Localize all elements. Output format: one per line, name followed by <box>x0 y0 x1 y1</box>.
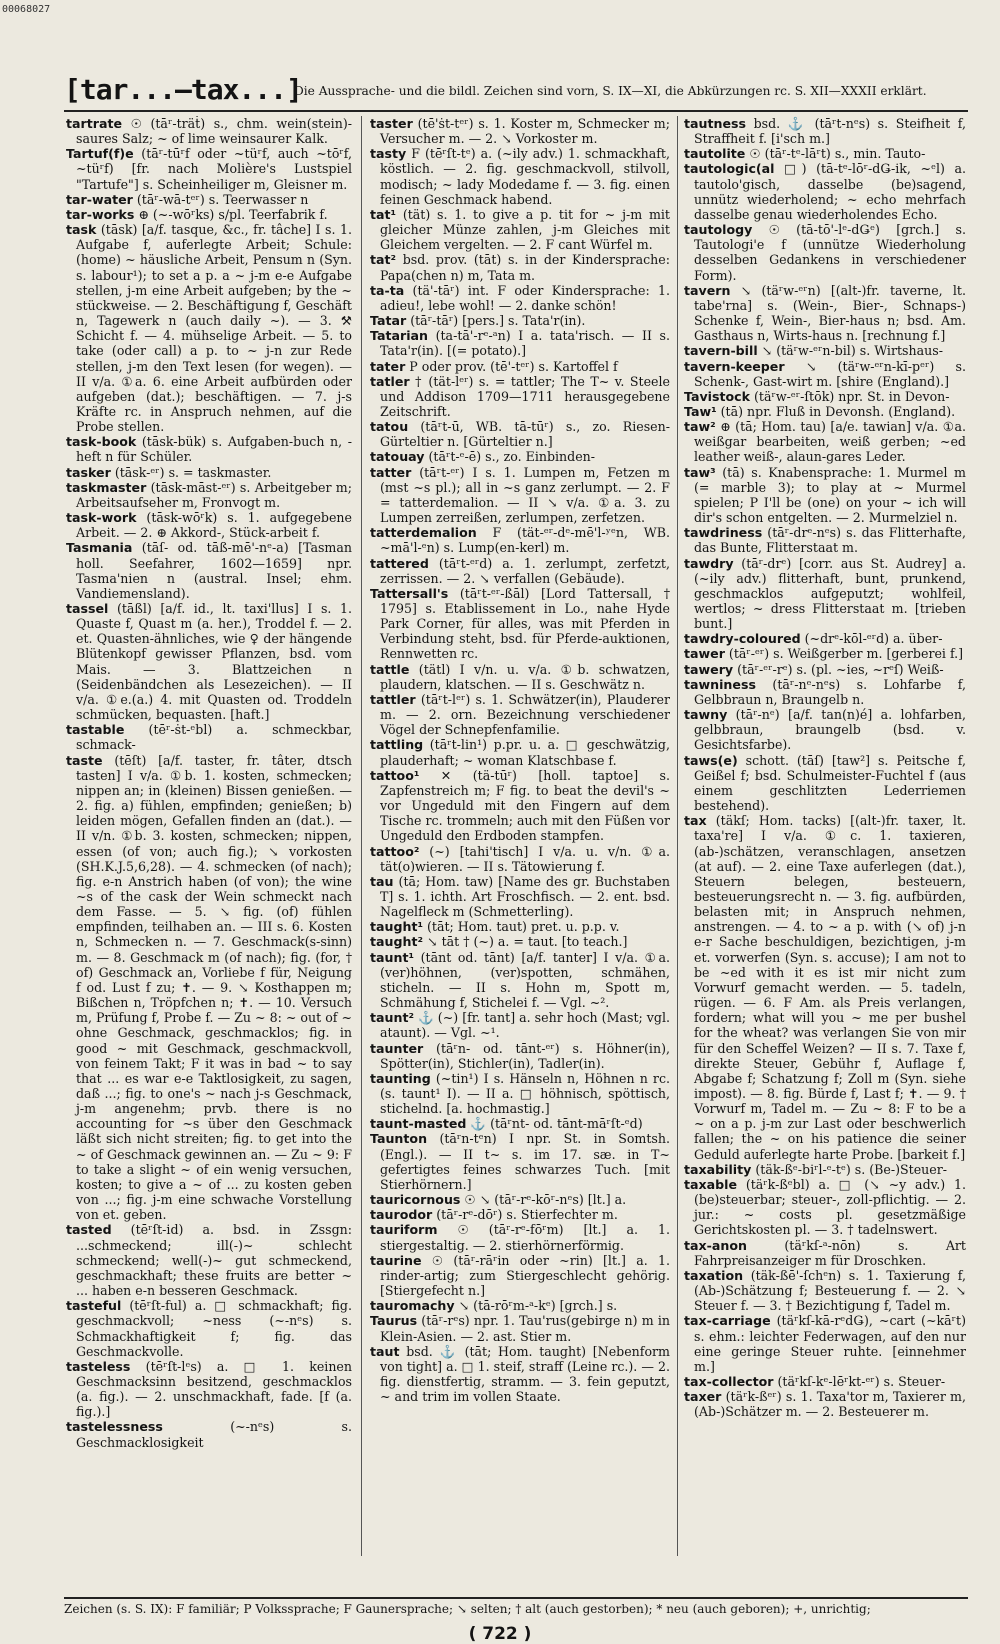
dictionary-entry <box>684 813 966 1162</box>
entry-definition: (täʳkſ-ᵃ-nōn) s. Art Fahrpreisanzeiger m für Droschken. <box>694 1237 966 1268</box>
dictionary-entry <box>370 1313 670 1343</box>
entry-headword: task <box>66 222 97 238</box>
entry-definition: ⊕ (tā; Hom. tau) [a/e. tawian] v/a. ①a. weißgar bearbeiten, weiß gerben; ~ed leather weiß-, alaun-gares Leder. <box>694 419 966 465</box>
dictionary-entry <box>684 707 966 752</box>
entry-headword: taxable <box>684 1176 738 1192</box>
entry-definition: (tāʳt-lin¹) p.pr. u. a. □ geschwätzig, plauderhaft; ~ woman Klatschbase f. <box>380 737 670 768</box>
entry-headword: tavern <box>684 282 731 298</box>
entry-headword: tasteful <box>66 1298 122 1314</box>
dictionary-entry <box>684 662 966 677</box>
entry-definition: (~drᵉ-kōl-ᵉʳd) a. über- <box>800 631 943 647</box>
entry-headword: Tavistock <box>684 388 750 404</box>
dictionary-entry <box>370 737 670 767</box>
entry-headword: tater <box>370 358 406 374</box>
dictionary-entry <box>684 1268 966 1313</box>
entry-headword: tasteless <box>66 1358 131 1374</box>
dictionary-entry <box>370 1344 670 1405</box>
entry-headword: tau <box>370 873 394 889</box>
entry-headword: tasty <box>370 146 407 162</box>
dictionary-entry <box>370 1298 670 1313</box>
entry-headword: tastelessness <box>66 1419 163 1435</box>
entry-definition: ↘ (tā-rōʳm-ᵃ-kᵉ) [grch.] s. <box>454 1298 618 1314</box>
dictionary-entry <box>370 768 670 844</box>
entry-headword: tattle <box>370 661 410 677</box>
dictionary-entry <box>370 1116 670 1131</box>
dictionary-entry <box>370 934 670 949</box>
entry-headword: tasker <box>66 464 111 480</box>
dictionary-entry <box>370 283 670 313</box>
entry-definition: (tā; Hom. taw) [Name des gr. Buchstaben T] s. 1. ichth. Art Froschfisch. — 2. ent. bsd. Nagelfleck m (Schmetterling). <box>380 873 670 920</box>
entry-definition: schott. (tāſ) [taw²] s. Peitsche f, Geißel f; bsd. Schulmeister-Fuchtel f (aus einem geschlitzten Lederriemen bestehend). <box>694 752 966 814</box>
entry-headword: tawdry <box>684 555 734 571</box>
entry-definition: (tāsk-ᵉʳ) s. = taskmaster. <box>110 464 272 480</box>
dictionary-entry <box>370 1041 670 1071</box>
entry-headword: tat² <box>370 252 397 268</box>
entry-headword: tattoo² <box>370 843 420 859</box>
dictionary-entry <box>684 222 966 283</box>
dictionary-entry <box>66 116 352 146</box>
entry-definition: (tāʳt-ᵉʳ) I s. 1. Lumpen m, Fetzen m (mst ~s pl.); all in ~s ganz zerlumpt. — 2. F = tatterdemalion. — II ↘ v/a. ①a. 3. zu Lumpen zerreißen, zerlumpen, zerfetzen. <box>380 464 670 526</box>
entry-headword: task-book <box>66 434 137 450</box>
entry-definition: P oder prov. (tē'-tᵉʳ) s. Kartoffel f <box>405 358 618 374</box>
entry-definition: † (tät-lᵉʳ) s. = tattler; The T~ v. Steele und Addison 1709—1711 herausgegebene Zeitschrift. <box>380 373 670 419</box>
entry-definition: (tāʳn- od. tānt-ᵉʳ) s. Höhner(in), Spötter(in), Stichler(in), Tadler(in). <box>380 1040 670 1071</box>
entry-headword: Taurus <box>370 1313 418 1329</box>
header-rule <box>64 110 968 112</box>
header-note: Die Aussprache- und die bildl. Zeichen sind vorn, S. IX—XI, die Abkürzungen rc. S. XII—XXXII erklärt. <box>294 84 927 98</box>
entry-headword: tavern-keeper <box>684 358 785 374</box>
entry-headword: tauricornous <box>370 1192 461 1208</box>
entry-definition: (tāʳt-lᵉʳ) s. 1. Schwätzer(in), Plauderer m. — 2. orn. Bezeichnung verschiedener Vögel der Schnepfenfamilie. <box>380 691 670 738</box>
entry-definition: (tēʳſt-ful) a. □ schmackhaft; fig. geschmackvoll; ~ness (~-nᵉs) s. Schmackhaftigkeit f; fig. das Geschmackvolle. <box>76 1298 352 1359</box>
entry-definition: (tāʳ-rᵉ-dōʳ) s. Stierfechter m. <box>432 1207 618 1223</box>
dictionary-entry <box>66 510 352 540</box>
dictionary-entry <box>66 722 352 752</box>
dictionary-entry <box>684 677 966 707</box>
entry-headword: tautness <box>684 116 747 131</box>
entry-headword: tautologic(al <box>684 161 775 177</box>
entry-headword: taunt² <box>370 1010 414 1026</box>
entry-definition: ↘ (täʳw-ᵉʳn-kī-pᵉʳ) s. Schenk-, Gast-wirt m. [shire (England).] <box>694 358 966 389</box>
entry-definition: (tāʳ-drᵉ-nᵉs) s. das Flitterhafte, das Bunte, Flitterstaat m. <box>694 525 966 556</box>
entry-headword: tar-water <box>66 191 133 207</box>
dictionary-entry <box>370 1253 670 1298</box>
entry-definition: (tāßl) [a/f. id., lt. taxi'llus] I s. 1. Quaste f, Quast m (a. her.), Troddel f. — 2. et. Quasten-ähnliches, wie ♀ der hängende Blütenkopf gewisser Pflanzen, bsd. vom Mais. — 3. Blattzeichen n (Seidenbändchen als Lesezeichen). — II v/a. ①e.(a.) 4. mit Quasten od. Troddeln schmücken, bequasten. [haft.] <box>76 601 352 723</box>
entry-definition: F (tät-ᵉʳ-dᵉ-mē'l-ʸᵉn, WB. ~mā'l-ᵉn) s. Lump(en-kerl) m. <box>380 525 670 556</box>
entry-headword: tawniness <box>684 676 756 692</box>
dictionary-entry <box>66 540 352 601</box>
dictionary-entry <box>370 207 670 252</box>
entry-definition: ⊕ (~-wōʳks) s/pl. Teerfabrik f. <box>134 206 328 222</box>
dictionary-entry <box>370 1192 670 1207</box>
entry-definition: (~-nᵉs) s. Geschmacklosigkeit <box>76 1419 352 1450</box>
entry-definition: ↘ tāt † (~) a. = taut. [to teach.] <box>423 934 628 950</box>
entry-headword: tawery <box>684 661 734 677</box>
entry-headword: Tattersall's <box>370 585 449 601</box>
dictionary-entry <box>66 1298 352 1359</box>
entry-headword: tatterdemalion <box>370 525 477 541</box>
entry-headword: taster <box>370 116 413 131</box>
dictionary-entry <box>370 1131 670 1192</box>
entry-headword: tatouay <box>370 449 425 465</box>
footer-legend: Zeichen (s. S. IX): F familiär; P Volkssprache; F Gaunersprache; ↘ selten; † alt (auch gestorben); * neu (auch geboren); +, unrichtig; <box>64 1602 871 1616</box>
entry-definition: (täk-ßᵉ-biʳl-ᵉ-tᵉ) s. (Be-)Steuer- <box>751 1161 948 1177</box>
entry-definition: (tä'-tāʳ) int. F oder Kindersprache: 1. adieu!, lebe wohl! — 2. danke schön! <box>380 282 670 313</box>
entry-headword: task-work <box>66 510 137 526</box>
column-2 <box>370 116 670 1604</box>
entry-headword: Taw¹ <box>684 403 717 419</box>
entry-definition: (täʳkſ-kᵉ-lēʳkt-ᵉʳ) s. Steuer- <box>773 1373 946 1389</box>
entry-headword: taxation <box>684 1267 744 1283</box>
dictionary-entry <box>66 601 352 722</box>
column-1 <box>66 116 352 1604</box>
entry-definition: (tāʳ-tāʳ) [pers.] s. Tata'r(in). <box>406 313 586 329</box>
entry-headword: tattling <box>370 737 424 753</box>
entry-definition: ☉ (tāʳ-rᵉ-fōʳm) [lt.] a. 1. stiergestaltig. — 2. stierhörnerförmig. <box>380 1222 670 1253</box>
entry-headword: tauriform <box>370 1222 438 1238</box>
entry-headword: Taunton <box>370 1131 428 1147</box>
entry-definition: ☉ (tāʳ-rāʳin oder ~rin) [lt.] a. 1. rinder-artig; zum Stiergeschlecht gehörig. [Stiergefecht n.] <box>380 1252 670 1299</box>
dictionary-entry <box>684 146 966 161</box>
dictionary-entry <box>370 919 670 934</box>
entry-headword: taunter <box>370 1040 424 1056</box>
dictionary-entry <box>66 1419 352 1449</box>
entry-definition: (tāsk-bük) s. Aufgaben-buch n, -heft n für Schüler. <box>76 434 352 465</box>
dictionary-entry <box>684 1374 966 1389</box>
dictionary-entry <box>370 525 670 555</box>
entry-definition: (tāʳ-tūʳf oder ~tüʳf, auch ~tōʳf, ~tüʳf) [fr. nach Molière's Lustspiel "Tartufe"] s. Scheinheiliger m, Gleisner m. <box>76 146 352 192</box>
column-3 <box>684 116 966 1604</box>
entry-definition: (tāʳ-drᵉ) [corr. aus St. Audrey] a. (~ily adv.) flitterhaft, bunt, prunkend, geschmacklos aufgeputzt; wohlfeil, wertlos; ~ dress Flitterstaat m. [trieben bunt.] <box>694 555 966 632</box>
dictionary-entry <box>684 556 966 632</box>
entry-headword: taskmaster <box>66 479 147 495</box>
entry-definition: (tāsk-wōʳk) s. 1. aufgegebene Arbeit. — 2. ⊕ Akkord-, Stück-arbeit f. <box>76 510 352 541</box>
entry-definition: ☉ (tāʳ-träṫ) s., chm. wein(stein)-saures Salz; ~ of lime weinsaurer Kalk. <box>76 116 352 147</box>
entry-definition: ☉ ↘ (tāʳ-rᵉ-kōʳ-nᵉs) [lt.] a. <box>460 1192 627 1208</box>
dictionary-entry <box>684 1313 966 1374</box>
entry-definition: (~) [tahi'tisch] I v/a. u. v/n. ①a. tät(o)wieren. — II s. Tätowierung f. <box>380 843 670 874</box>
dictionary-entry <box>370 586 670 662</box>
dictionary-entry <box>370 328 670 358</box>
dictionary-entry <box>66 434 352 464</box>
dictionary-entry <box>684 283 966 344</box>
dictionary-entry <box>684 753 966 814</box>
dictionary-entry <box>370 556 670 586</box>
entry-definition: (tāʳt-ᵉʳd) a. 1. zerlumpt, zerfetzt, zerrissen. — 2. ↘ verfallen (Gebäude). <box>380 555 670 586</box>
dictionary-entry <box>370 465 670 526</box>
dictionary-entry <box>66 753 352 1223</box>
entry-headword: taurine <box>370 1252 422 1268</box>
entry-headword: taut <box>370 1343 400 1359</box>
entry-definition: (täʳk-ßᵉʳ) s. 1. Taxa'tor m, Taxierer m, (Ab-)Schätzer m. — 2. Besteuerer m. <box>694 1389 966 1420</box>
entry-headword: tat¹ <box>370 206 397 222</box>
entry-headword: tassel <box>66 601 109 616</box>
dictionary-entry <box>684 404 966 419</box>
entry-definition: ☉ (tāʳ-tᵉ-lāʳt) s., min. Tauto- <box>745 146 926 162</box>
entry-definition: (tā) npr. Fluß in Devonsh. (England). <box>716 403 956 419</box>
dictionary-entry <box>370 449 670 464</box>
entry-definition: ⚓ (tāʳnt- od. tānt-māʳſt-ᵉd) <box>466 1116 643 1132</box>
entry-definition: (tāʳt-ᵉ-ē) s., zo. Einbinden- <box>424 449 596 465</box>
column-divider <box>677 116 678 1556</box>
dictionary-entry <box>66 1359 352 1420</box>
entry-headword: tax-carriage <box>684 1313 771 1329</box>
entry-definition: □) (tā-tᵉ-lōʳ-dǤ-ik, ~ᵉl) a. tautolo'gisch, dasselbe (be)sagend, unnütz wiederholend; ~ echo mehrfach dasselbe genau wiederholendes Echo. <box>694 161 966 222</box>
entry-definition: ✕ (tä-tūʳ) [holl. taptoe] s. Zapfenstreich m; F fig. to beat the devil's ~ vor Ungeduld mit den Fingern auf dem Tische rc. trommeln; auch mit den Füßen vor Ungeduld den Erdboden stampfen. <box>380 767 670 844</box>
entry-definition: (tāʳ-ᵉʳ-rᵉ) s. (pl. ~ies, ~rᵉſ) Weiß- <box>733 661 944 677</box>
entry-headword: taunt-masted <box>370 1116 467 1132</box>
dictionary-entry <box>684 631 966 646</box>
entry-definition: (~tin¹) I s. Hänseln n, Höhnen n rc. (s. taunt¹ I). — II a. □ höhnisch, spöttisch, stichelnd. [a. hochmastig.] <box>380 1070 670 1117</box>
entry-definition: (tāʳt-ū, WB. tā-tūʳ) s., zo. Riesen-Gürteltier n. [Gürteltier n.] <box>380 419 670 450</box>
entry-headword: tattered <box>370 555 429 571</box>
dictionary-entry <box>66 192 352 207</box>
entry-headword: taxer <box>684 1389 722 1405</box>
dictionary-entry <box>66 480 352 510</box>
dictionary-entry <box>66 207 352 222</box>
entry-headword: ta-ta <box>370 282 405 298</box>
entry-headword: tartrate <box>66 116 123 131</box>
dictionary-entry <box>684 359 966 389</box>
dictionary-entry <box>66 465 352 480</box>
entry-headword: tastable <box>66 722 125 738</box>
entry-definition: ⚓ (~) [fr. tant] a. sehr hoch (Mast; vgl. ataunt). — Vgl. ~¹. <box>380 1010 670 1041</box>
entry-headword: tax-anon <box>684 1237 747 1253</box>
entry-definition: ↘ (täʳw-ᵉʳn-bil) s. Wirtshaus- <box>757 343 943 359</box>
entry-headword: taste <box>66 752 103 768</box>
entry-headword: tautolite <box>684 146 746 162</box>
dictionary-entry <box>684 1389 966 1419</box>
dictionary-entry <box>684 161 966 222</box>
entry-definition: (tāʳ-rᵉs) npr. 1. Tau'rus(gebirge n) m in Klein-Asien. — 2. ast. Stier m. <box>380 1313 670 1344</box>
entry-headword: tax <box>684 813 707 829</box>
dictionary-entry <box>684 646 966 661</box>
footer-rule <box>64 1597 968 1599</box>
dictionary-entry <box>66 146 352 191</box>
entry-definition: (tāʳ-nᵉ) [a/f. tan(n)é] a. lohfarben, gelbbraun, braungelb (bsd. v. Gesichtsfarbe). <box>694 707 966 753</box>
entry-definition: ☉ (tā-tō'-lᵉ-dǤᵉ) [grch.] s. Tautologi'e f (unnütze Wiederholung desselben Gedankens in verschiedener Form). <box>694 222 966 283</box>
entry-definition: bsd. prov. (tāt) s. in der Kindersprache: Papa(chen n) m, Tata m. <box>380 252 670 283</box>
dictionary-entry <box>370 692 670 737</box>
entry-definition: (täkſ; Hom. tacks) [(alt-)fr. taxer, lt. taxa're] I v/a. ①c. 1. taxieren, (ab-)schätzen, veranschlagen, ansetzen (at auf). — 2. eine Taxe auferlegen (dat.), Steuern belegen, besteuern, besteuerungsrecht n. — 3. fig. aufbürden, belasten mit; in Anspruch nehmen, anstrengen. — 4. to ~ a p. with (↘ of) j-n e-r Sache beschuldigen, bezichtigen, j-m et. vorwerfen (Syn. s. accuse); I am not to be ~ed with it es ist mir nicht zum Vorwurf gemacht werden. — 5. tadeln, rügen. — 6. F Am. als Preis verlangen, fordern; what will you ~ me per bushel for the wheat? was verlangen Sie von mir für den Scheffel Weizen? — II s. 7. Taxe f, direkte Steuer, Gebühr f, Auflage f, Abgabe f; Schatzung f; Zoll m (Syn. siehe impost). — 8. fig. Bürde f, Last f; ✝. — 9. † Vorwurf m, Tadel m. — Zu ~ 8: F to be a ~ on a p. j-m zur Last oder beschwerlich fallen; the ~ on his patience die seiner Geduld auferlegte harte Probe. [barkeit f.] <box>694 813 966 1162</box>
entry-definition: (tānt od. tānt) [a/f. tanter] I v/a. ①a. (ver)höhnen, (ver)spotten, schmähen, sticheln. — II s. Hohn m, Spott m, Schmähung f, Stichelei f. — Vgl. ~². <box>380 949 670 1011</box>
entry-definition: (tāʳ-ᵉʳ) s. Weißgerber m. [gerberei f.] <box>724 646 964 662</box>
entry-definition: (tāſ- od. tāß-mē'-nᵉ-a) [Tasman holl. Seefahrer, 1602—1659] npr. Tasma'nien n (austral. Insel; ehm. Vandiemensland). <box>76 540 352 601</box>
entry-headword: tattler <box>370 691 416 707</box>
page-header <box>64 74 968 108</box>
entry-definition: (tēʳ-ṡt-ᵉbl) a. schmeckbar, schmack- <box>76 722 352 753</box>
dictionary-entry <box>370 252 670 282</box>
dictionary-entry <box>684 1177 966 1238</box>
entry-headword: tatler <box>370 373 410 389</box>
entry-definition: (tät) s. 1. to give a p. tit for ~ j-m mit gleicher Münze zahlen, j-m Gleiches mit Gleichem vergelten. — 2. F cant Würfel m. <box>380 206 670 253</box>
dictionary-entry <box>684 1162 966 1177</box>
entry-headword: taught¹ <box>370 919 424 935</box>
entry-headword: tax-collector <box>684 1373 774 1389</box>
entry-definition: (tā) s. Knabensprache: 1. Murmel m (= marble 3); to play at ~ Murmel spielen; P I'll be (one) on your ~ ich will dir's schon entgelten. — 2. Murmelziel n. <box>694 464 966 526</box>
entry-definition: F (tēʳſt-tᵉ) a. (~ily adv.) 1. schmackhaft, köstlich. — 2. fig. geschmackvoll, stilvoll, modisch; ~ lady Modedame f. — 3. fig. einen feinen Geschmack habend. <box>380 146 670 207</box>
dictionary-entry <box>370 844 670 874</box>
dictionary-entry <box>370 1071 670 1116</box>
dictionary-entry <box>684 116 966 146</box>
dictionary-entry <box>370 874 670 919</box>
entry-headword: taught² <box>370 934 424 950</box>
entry-headword: tawdry-coloured <box>684 631 801 647</box>
dictionary-entry <box>370 374 670 419</box>
dictionary-entry <box>370 146 670 207</box>
entry-headword: tauromachy <box>370 1298 455 1314</box>
entry-definition: (tāʳ-nᵉ-nᵉs) s. Lohfarbe f, Gelbbraun n, Braungelb n. <box>694 676 966 707</box>
entry-definition: (täʳk-ßᵉbl) a. □ (↘ ~y adv.) 1. (be)steuerbar; steuer-, zoll-pflichtig. — 2. jur.: ~ costs pl. gesetzmäßige Gerichtskosten pl. — 3. † tadelnswert. <box>694 1176 966 1238</box>
entry-definition: (tāʳt-ᵉʳ-ßāl) [Lord Tattersall, † 1795] s. Etablissement in Lo., nahe Hyde Park Corner, für alles, was mit Pferden in Verbindung steht, bsd. für Pferde-auktionen, Rennwetten rc. <box>380 585 670 662</box>
entry-headword: tasted <box>66 1222 112 1238</box>
dictionary-entry <box>370 116 670 146</box>
entry-definition: bsd. ⚓ (tāʳt-nᵉs) s. Steifheit f, Straffheit f. [i'sch m.] <box>694 116 966 147</box>
entry-definition: (täk-ßē'-ſchᵉn) s. 1. Taxierung f, (Ab-)Schätzung f; Besteuerung f. — 2. ↘ Steuer f. — 3. † Bezichtigung f, Tadel m. <box>694 1267 966 1314</box>
entry-headword: taunting <box>370 1070 431 1086</box>
entry-definition: (tēʳſt-lᵉs) a. □ 1. keinen Geschmacksinn besitzend, geschmacklos (a. fig.). — 2. unschmackhaft, fade. [f (a. fig.).] <box>76 1358 352 1420</box>
entry-headword: taw³ <box>684 464 716 480</box>
dictionary-entry <box>66 1222 352 1298</box>
entry-headword: tar-works <box>66 206 135 222</box>
entry-headword: tatou <box>370 419 409 435</box>
entry-headword: Tatarian <box>370 328 428 344</box>
entry-definition: (täʳkſ-kā-rᵉdǤ), ~cart (~kāʳt) s. ehm.: leichter Federwagen, auf den nur eine geringe Steuer ruhte. [einnehmer m.] <box>694 1313 966 1374</box>
dictionary-entry <box>684 343 966 358</box>
entry-headword: Tatar <box>370 313 407 329</box>
dictionary-entry <box>370 359 670 374</box>
dictionary-entry <box>684 465 966 526</box>
entry-headword: Tartuf(f)e <box>66 146 134 162</box>
entry-headword: tawdriness <box>684 525 763 541</box>
dictionary-entry <box>684 1238 966 1268</box>
dictionary-entry <box>684 419 966 464</box>
column-divider <box>361 116 362 1556</box>
entry-headword: tavern-bill <box>684 343 758 359</box>
dictionary-entry <box>684 525 966 555</box>
entry-headword: tatter <box>370 464 412 480</box>
entry-definition: (tēʳſt-id) a. bsd. in Zssgn: ...schmeckend; ill(-)~ schlecht schmeckend; well(-)~ gut schmeckend, geschmackhaft; these fruits are better ~ ... haben e-n besseren Geschmack. <box>76 1222 352 1299</box>
scan-id: 00068027 <box>2 4 51 15</box>
entry-headword: taxability <box>684 1161 752 1177</box>
entry-headword: tawny <box>684 707 728 723</box>
entry-definition: bsd. ⚓ (tāt; Hom. taught) [Nebenform von tight] a. □ 1. steif, straff (Leine rc.). — 2. fig. dienstfertig, stramm. — 3. fein geputzt, ~ and trim im vollen Staate. <box>380 1343 670 1405</box>
entry-headword: taws(e) <box>684 752 738 768</box>
entry-headword: Tasmania <box>66 540 133 556</box>
dictionary-entry <box>370 419 670 449</box>
entry-definition: (tāsk-māst-ᵉʳ) s. Arbeitgeber m; Arbeitsaufseher m, Fronvogt m. <box>76 479 352 510</box>
dictionary-entry <box>684 389 966 404</box>
entry-definition: (tāt; Hom. taut) pret. u. p.p. v. <box>423 919 620 935</box>
entry-definition: ↘ (täʳw-ᵉʳn) [(alt-)fr. taverne, lt. tabe'rna] s. (Wein-, Bier-, Schnaps-) Schenke f, Wein-, Bier-haus n; bsd. Am. Gasthaus n, Wirts-haus n. [rechnung f.] <box>694 282 966 344</box>
entry-headword: taunt¹ <box>370 949 414 965</box>
header-word-range: [tar...—tax...] <box>64 73 302 106</box>
entry-headword: tawer <box>684 646 725 662</box>
entry-headword: taw² <box>684 419 716 435</box>
entry-headword: tattoo¹ <box>370 767 420 783</box>
dictionary-entry <box>370 662 670 692</box>
entry-definition: (tätl) I v/n. u. v/a. ①b. schwatzen, plaudern, klatschen. — II s. Geschwätz n. <box>380 661 670 692</box>
entry-headword: tautology <box>684 222 753 238</box>
entry-definition: (tāʳn-tᵉn) I npr. St. in Somtsh. (Engl.). — II t~ s. im 17. sæ. in T~ gefertigtes feines schwarzes Tuch. [mit Stierhörnern.] <box>380 1131 670 1192</box>
entry-definition: (tē'ṡt-tᵉʳ) s. 1. Koster m, Schmecker m; Versucher m. — 2. ↘ Vorkoster m. <box>380 116 670 147</box>
dictionary-entry <box>370 1010 670 1040</box>
dictionary-entry <box>370 950 670 1011</box>
dictionary-entry <box>66 222 352 434</box>
entry-headword: taurodor <box>370 1207 433 1223</box>
page-number: ( 722 ) <box>468 1624 532 1644</box>
dictionary-entry <box>370 1207 670 1222</box>
entry-definition: (tāsk) [a/f. tasque, &c., fr. tâche] I s. 1. Aufgabe f, auferlegte Arbeit; Schule: (home) ~ häusliche Arbeit, Pensum n (Syn. s. labour¹); to set a p. a ~ j-m e-e Aufgabe stellen, j-m eine Arbeit aufgeben; by the ~ stückweise. — 2. Beschäftigung f, Geschäft n, Tagewerk n (auch daily ~). — 3. ⚒ Schicht f. — 4. mühselige Arbeit. — 5. to take (oder call) a p. to ~ j-n zur Rede stellen, j-m den Text lesen (for wegen). — II v/a. ①a. 6. eine Arbeit aufbürden oder aufgeben (dat.); beschäftigen. — 7. j-s Kräfte rc. in Anspruch nehmen, auf die Probe stellen. <box>76 222 352 435</box>
entry-definition: (tāʳ-wā-tᵉʳ) s. Teerwasser n <box>132 191 309 207</box>
entry-definition: (ta-tā'-rᵉ-ᵃn) I a. tata'risch. — II s. Tata'r(in). [(= potato).] <box>380 328 670 359</box>
entry-definition: (tēſt) [a/f. taster, fr. tâter, dtsch tasten] I v/a. ①b. 1. kosten, schmecken; nippen an; in (kleinen) Bissen genießen. — 2. fig. a) fühlen, empfinden; genießen; b) leiden mögen, Gefallen finden an (dat.). — II v/n. ①b. 3. kosten, schmecken; nippen, essen (of von; auch fig.); ↘ vorkosten (SH.K.J.5,6,28). — 4. schmecken (of nach); fig. e-n Anstrich haben (of von); the wine ~s of the cask der Wein schmeckt nach dem Fasse. — 5. ↘ fig. (of) fühlen empfinden, teilhaben an. — III s. 6. Kosten n, Schmecken n. — 7. Geschmack(s-sinn) m. — 8. Geschmack m (of nach); fig. (for, † of) Geschmack an, Vorliebe f für, Neigung f od. Lust f zu; ✝. — 9. ↘ Kosthappen m; Bißchen n, Tröpfchen n; ✝. — 10. Versuch m, Prüfung f, Probe f. — Zu ~ 8: ~ out of ~ ohne Geschmack, geschmacklos; fig. in good ~ mit Geschmack, geschmackvoll, von feinem Takt; F it was in bad ~ to say that ... es war e-e Taktlosigkeit, zu sagen, daß ...; fig. to one's ~ nach j-s Geschmack, j-m angenehm; prvb. there is no accounting for ~s über den Geschmack läßt sich nicht streiten; fig. to get into the ~ of Geschmack gewinnen an. — Zu ~ 9: F to take a slight ~ of ein wenig versuchen, kosten; to give a ~ of ... zu kosten geben von ...; fig. j-m eine schwache Vorstellung von et. geben. <box>76 752 352 1223</box>
entry-definition: (täʳw-ᵉʳ-ſtōk) npr. St. in Devon- <box>750 388 950 404</box>
dictionary-entry <box>370 313 670 328</box>
dictionary-entry <box>370 1222 670 1252</box>
